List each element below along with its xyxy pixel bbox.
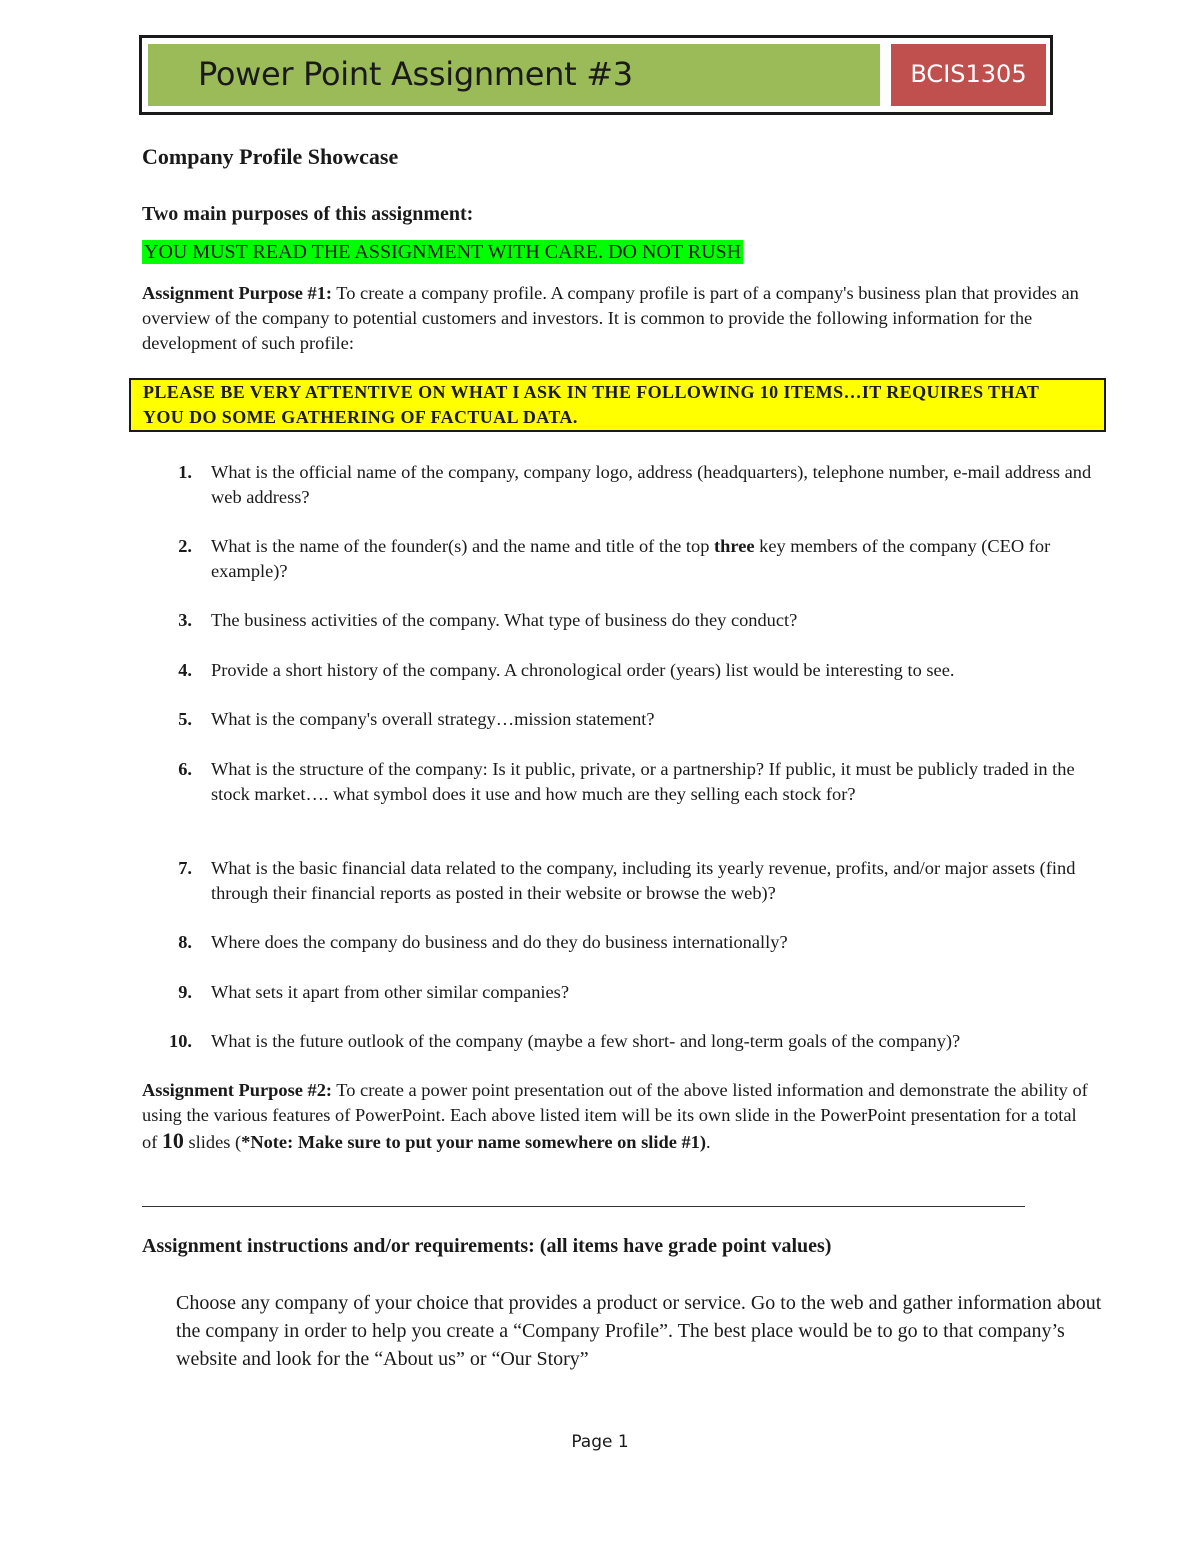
list-item-number: 8. bbox=[178, 932, 192, 952]
list-item-text: What is the structure of the company: Is it public, private, or a partnership? If public, it must be publicly traded in the stock market…. what symbol does it use and how much are they selling each stock for? bbox=[211, 759, 1075, 804]
attention-box bbox=[129, 378, 1106, 432]
list-item-text: What is the official name of the company, company logo, address (headquarters), telephone number, e-mail address and web address? bbox=[211, 462, 1092, 507]
header-frame bbox=[139, 35, 1053, 115]
instructions-heading: Assignment instructions and/or requirements: (all items have grade point values) bbox=[142, 1235, 832, 1257]
list-item-text-pre: What is the name of the founder(s) and the name and title of the top bbox=[211, 536, 715, 556]
list-item-number: 5. bbox=[178, 709, 192, 729]
list-item-text-post: key members of the company (CEO for example)? bbox=[211, 536, 1051, 581]
list-item-number: 2. bbox=[178, 536, 192, 556]
list-item-text: Where does the company do business and do they do business internationally? bbox=[211, 932, 788, 952]
purpose-1-text: To create a company profile. A company profile is part of a company's business plan that provides an overview of the company to potential customers and investors. It is common to provide the following information for the development of such profile: bbox=[142, 283, 1079, 353]
course-code: BCIS1305 bbox=[910, 60, 1027, 88]
list-item-number: 3. bbox=[178, 610, 192, 630]
name-note: *Note: Make sure to put your name somewhere on slide #1) bbox=[241, 1132, 706, 1152]
list-item-text: What is the basic financial data related to the company, including its yearly revenue, profits, and/or major assets (find through their financial reports as posted in their website or browse the web)? bbox=[211, 858, 1076, 903]
purposes-intro: Two main purposes of this assignment: bbox=[142, 203, 474, 225]
list-item-number: 10. bbox=[169, 1031, 192, 1051]
purpose-1-label: Assignment Purpose #1: bbox=[142, 283, 333, 303]
list-item-text: What is the company's overall strategy…mission statement? bbox=[211, 709, 655, 729]
purpose-2-end: . bbox=[705, 1132, 711, 1152]
document-title: Company Profile Showcase bbox=[142, 144, 399, 169]
instructions-body: Choose any company of your choice that provides a product or service. Go to the web and gather information about the company in order to help you create a “Company Profile”. The best place would be to go to that company’s website and look for the “About us” or “Our Story” bbox=[176, 1292, 1102, 1370]
list-item-number: 4. bbox=[178, 660, 192, 680]
list-item-number: 9. bbox=[178, 982, 192, 1002]
slide-count: 10 bbox=[161, 1128, 184, 1153]
list-item-text: What sets it apart from other similar companies? bbox=[211, 982, 569, 1002]
purpose-2-text-a: To create a power point presentation out of the above listed information and demonstrate the ability of using the various features of PowerPoint. Each above listed item will be its own slide in the PowerPoint presentation for a total of bbox=[142, 1080, 1088, 1152]
list-item-number: 6. bbox=[178, 759, 192, 779]
list-item-text: Provide a short history of the company. A chronological order (years) list would be interesting to see. bbox=[211, 660, 955, 680]
list-item-text bbox=[211, 534, 1096, 584]
list-item-number: 1. bbox=[178, 462, 192, 482]
page-number: Page 1 bbox=[571, 1432, 629, 1452]
course-code-box bbox=[891, 44, 1046, 106]
purpose-1-paragraph bbox=[142, 281, 1092, 356]
list-item-text-bold: three bbox=[714, 536, 755, 556]
purpose-2-label: Assignment Purpose #2: bbox=[142, 1080, 333, 1100]
header-title-box bbox=[148, 44, 880, 106]
assignment-title: Power Point Assignment #3 bbox=[198, 55, 633, 93]
horizontal-rule bbox=[142, 1206, 1025, 1207]
purpose-2-paragraph bbox=[142, 1078, 1092, 1155]
list-item-text: What is the future outlook of the company (maybe a few short- and long-term goals of the company)? bbox=[211, 1031, 961, 1051]
list-item-text: The business activities of the company. What type of business do they conduct? bbox=[211, 610, 798, 630]
attention-text: PLEASE BE VERY ATTENTIVE ON WHAT I ASK IN THE FOLLOWING 10 ITEMS…IT REQUIRES THAT YOU DO SOME GATHERING OF FACTUAL DATA. bbox=[143, 382, 1040, 427]
warning-highlight: YOU MUST READ THE ASSIGNMENT WITH CARE. DO NOT RUSH bbox=[144, 241, 742, 263]
purpose-2-text-b: slides ( bbox=[183, 1132, 242, 1152]
list-item-number: 7. bbox=[178, 858, 192, 878]
